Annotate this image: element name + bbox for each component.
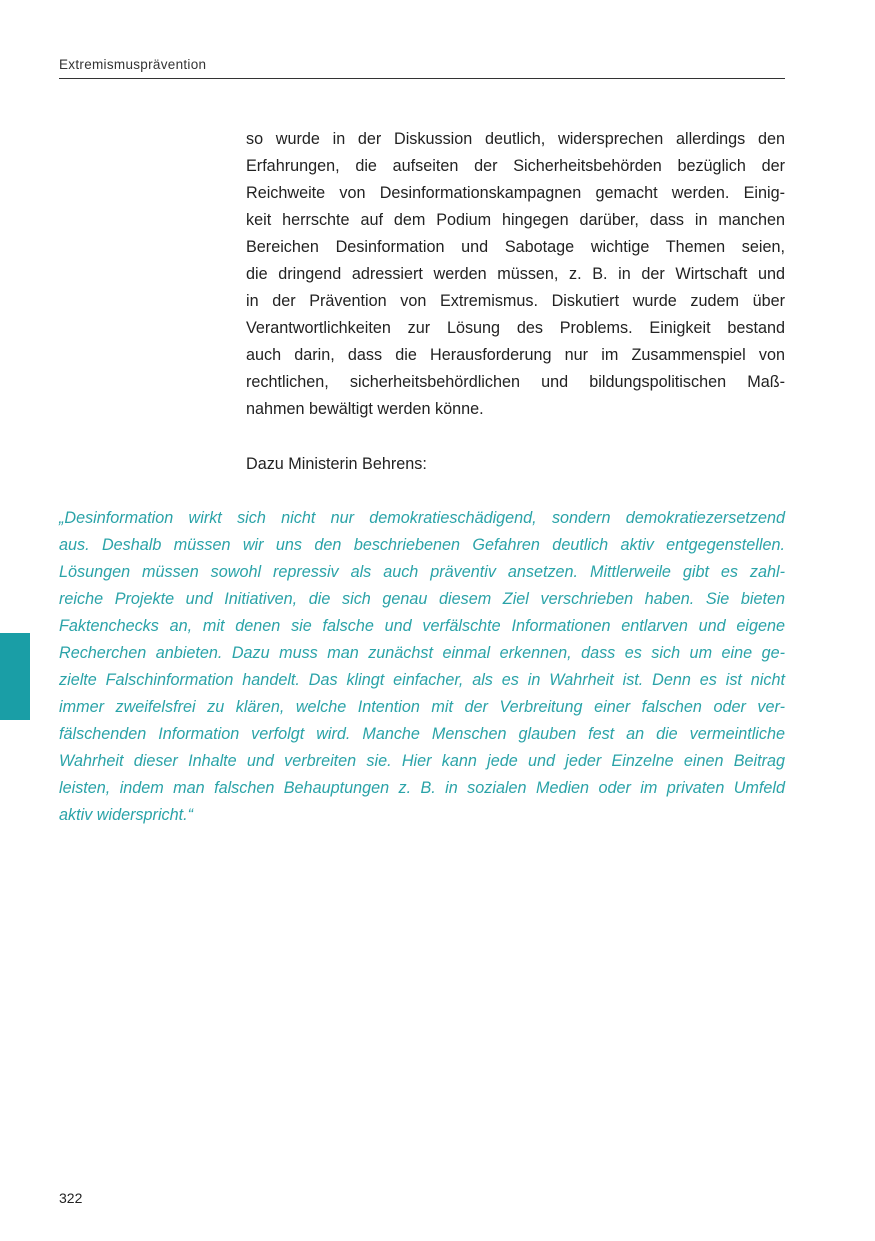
quote-line: leisten, indem man falschen Behauptungen z. B. in sozialen Medien oder im privaten Umfeld [59, 779, 785, 797]
body-line: in der Prävention von Extremismus. Diskutiert wurde zudem über [246, 292, 785, 310]
quote-line: zielte Falschinformation handelt. Das klingt einfacher, als es in Wahrheit ist. Denn es ist nicht [59, 671, 785, 689]
running-title: Extremismusprävention [59, 57, 207, 72]
body-line: nahmen bewältigt werden könne. [246, 400, 484, 418]
page-number: 322 [59, 1190, 83, 1206]
quote-line: aktiv widerspricht.“ [59, 806, 194, 824]
body-paragraph [246, 126, 785, 423]
body-line: rechtlichen, sicherheitsbehördlichen und bildungspolitischen Maß- [246, 373, 785, 391]
body-line: die dringend adressiert werden müssen, z. B. in der Wirtschaft und [246, 265, 785, 283]
body-line: auch darin, dass die Herausforderung nur im Zusammenspiel von [246, 346, 785, 364]
quote-line: „Desinformation wirkt sich nicht nur demokratieschädigend, sondern demokratiezersetzend [59, 509, 785, 527]
body-line: Verantwortlichkeiten zur Lösung des Problems. Einigkeit bestand [246, 319, 785, 337]
quote-line: reiche Projekte und Initiativen, die sich genau diesem Ziel verschrieben haben. Sie bieten [59, 590, 785, 608]
body-line: Bereichen Desinformation und Sabotage wichtige Themen seien, [246, 238, 785, 256]
quote-line: aus. Deshalb müssen wir uns den beschriebenen Gefahren deutlich aktiv entgegenstellen. [59, 536, 785, 554]
quote-line: fälschenden Information verfolgt wird. Manche Menschen glauben fest an die vermeintliche [59, 725, 785, 743]
body-line: so wurde in der Diskussion deutlich, widersprechen allerdings den [246, 130, 785, 148]
body-line: Erfahrungen, die aufseiten der Sicherheitsbehörden bezüglich der [246, 157, 785, 175]
quote-line: Lösungen müssen sowohl repressiv als auch präventiv ansetzen. Mittlerweile gibt es zahl- [59, 563, 785, 581]
chapter-side-tab [0, 633, 30, 720]
quote-line: immer zweifelsfrei zu klären, welche Intention mit der Verbreitung einer falschen oder ver- [59, 698, 785, 716]
quote-line: Faktenchecks an, mit denen sie falsche und verfälschte Informationen entlarven und eigene [59, 617, 785, 635]
quote-line: Recherchen anbieten. Dazu muss man zunächst einmal erkennen, dass es sich um eine ge- [59, 644, 785, 662]
running-header [59, 55, 785, 79]
quote-block [59, 505, 785, 829]
body-line: keit herrschte auf dem Podium hingegen darüber, dass in manchen [246, 211, 785, 229]
quote-intro: Dazu Ministerin Behrens: [246, 455, 427, 473]
body-line: Reichweite von Desinformationskampagnen gemacht werden. Einig- [246, 184, 785, 202]
quote-line: Wahrheit dieser Inhalte und verbreiten sie. Hier kann jede und jeder Einzelne einen Beitrag [59, 752, 785, 770]
